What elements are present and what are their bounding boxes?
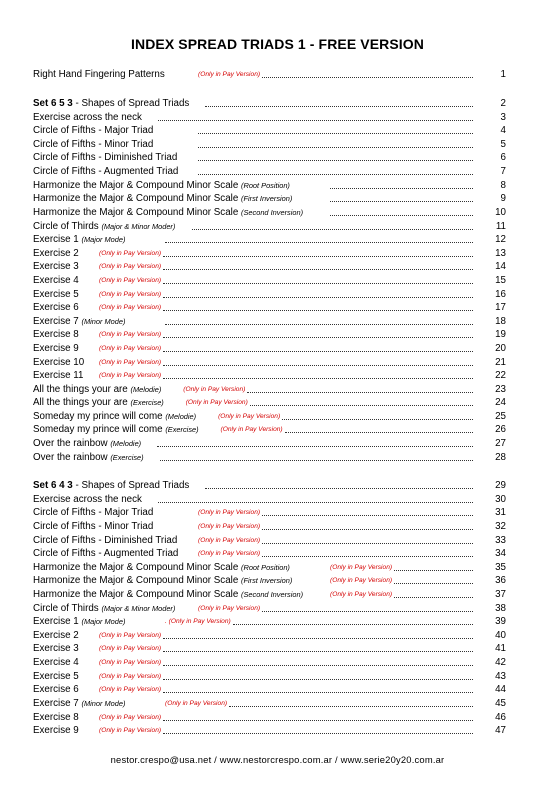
- toc-entry-label: [33, 506, 153, 520]
- page-number: 32: [495, 521, 506, 532]
- toc-entry-label: [33, 520, 153, 534]
- entry-title: Circle of Fifths - Minor Triad: [33, 139, 154, 150]
- dot-leader: [163, 638, 473, 639]
- entry-title: Harmonize the Major & Compound Minor Scale: [33, 575, 239, 586]
- entry-title: Harmonize the Major & Compound Minor Scale: [33, 562, 239, 573]
- entry-title: Circle of Fifths - Diminished Triad: [33, 535, 178, 546]
- entry-title: Circle of Fifths - Minor Triad: [33, 521, 154, 532]
- dot-leader: [163, 651, 473, 652]
- entry-subtitle: (Root Position): [241, 181, 290, 190]
- page-number: 20: [495, 343, 506, 354]
- entry-title: - Shapes of Spread Triads: [72, 98, 190, 109]
- pay-version-note: (Only in Pay Version): [99, 359, 162, 366]
- toc-entry[interactable]: [33, 328, 506, 342]
- dot-leader: [233, 624, 473, 625]
- entry-title: Exercise 2: [33, 630, 79, 641]
- toc-entry[interactable]: [33, 506, 506, 520]
- pay-version-note: (Only in Pay Version): [99, 659, 162, 666]
- toc-entry[interactable]: [33, 111, 506, 125]
- dot-leader: [330, 201, 473, 202]
- entry-subtitle: (Minor Mode): [81, 699, 126, 708]
- entry-subtitle: (Melodie): [110, 439, 142, 448]
- toc-entry[interactable]: [33, 493, 506, 507]
- toc-entry[interactable]: [33, 220, 506, 234]
- toc-entry-label: [33, 683, 79, 697]
- pay-version-note: (Only in Pay Version): [198, 550, 261, 557]
- dot-leader: [163, 733, 473, 734]
- toc-entry[interactable]: [33, 656, 506, 670]
- pay-version-note: (Only in Pay Version): [99, 632, 162, 639]
- set-heading: Set 6 4 3: [33, 480, 73, 491]
- entry-subtitle: (Second Inversion): [241, 208, 304, 217]
- entry-title: Exercise 1: [33, 234, 79, 245]
- page-number: 9: [500, 193, 506, 204]
- entry-title: Exercise 4: [33, 657, 79, 668]
- dot-leader: [262, 556, 473, 557]
- entry-title: Exercise 3: [33, 643, 79, 654]
- page-number: 43: [495, 671, 506, 682]
- toc-entry-label: [33, 165, 178, 179]
- page-number: 27: [495, 438, 506, 449]
- toc-entry-label: [33, 602, 175, 616]
- toc-entry[interactable]: [33, 165, 506, 179]
- toc-entry[interactable]: [33, 247, 506, 261]
- pay-version-note: (Only in Pay Version): [99, 686, 162, 693]
- dot-leader: [285, 432, 473, 433]
- dot-leader: [262, 515, 473, 516]
- entry-title: Exercise 8: [33, 712, 79, 723]
- dot-leader: [163, 679, 473, 680]
- toc-entry[interactable]: [33, 547, 506, 561]
- toc-entry[interactable]: [33, 615, 506, 629]
- toc-entry-label: [33, 274, 79, 288]
- pay-version-note: (Only in Pay Version): [330, 591, 393, 598]
- page-number: 8: [500, 180, 506, 191]
- entry-title: Exercise across the neck: [33, 112, 142, 123]
- toc-entry-label: [33, 315, 125, 329]
- entry-title: Exercise 7: [33, 698, 79, 709]
- page-number: 28: [495, 452, 506, 463]
- page-number: 1: [500, 69, 506, 80]
- dot-leader: [330, 215, 473, 216]
- pay-version-note: (Only in Pay Version): [165, 700, 228, 707]
- entry-title: Exercise 5: [33, 289, 79, 300]
- dot-leader: [158, 120, 473, 121]
- entry-title: All the things your are: [33, 397, 128, 408]
- dot-leader: [282, 419, 473, 420]
- toc-entry-label: [33, 206, 303, 220]
- dot-leader: [247, 392, 473, 393]
- entry-title: Exercise 7: [33, 316, 79, 327]
- toc-entry-label: [33, 547, 178, 561]
- toc-entry-label: [33, 437, 141, 451]
- dot-leader: [198, 160, 473, 161]
- toc-entry[interactable]: [33, 479, 506, 493]
- entry-title: Exercise 10: [33, 357, 85, 368]
- pay-version-note: (Only in Pay Version): [99, 714, 162, 721]
- pay-version-note: (Only in Pay Version): [99, 645, 162, 652]
- entry-subtitle: (Exercise): [130, 398, 164, 407]
- page-number: 39: [495, 616, 506, 627]
- dot-leader: [394, 597, 473, 598]
- pay-version-note: (Only in Pay Version): [330, 564, 393, 571]
- toc-entry-label: [33, 288, 79, 302]
- toc-entry-label: [33, 451, 144, 465]
- entry-title: Exercise 2: [33, 248, 79, 259]
- entry-subtitle: (Minor Mode): [81, 317, 126, 326]
- toc-entry-label: [33, 369, 83, 383]
- page-number: 34: [495, 548, 506, 559]
- dot-leader: [394, 583, 473, 584]
- dot-leader: [163, 665, 473, 666]
- toc-entry-label: [33, 260, 79, 274]
- pay-version-note: (Only in Pay Version): [99, 291, 162, 298]
- toc-entry[interactable]: [33, 233, 506, 247]
- toc-entry-label: [33, 111, 142, 125]
- page-title: INDEX SPREAD TRIADS 1 - FREE VERSION: [131, 36, 424, 52]
- dot-leader: [198, 147, 473, 148]
- toc-entry[interactable]: [33, 629, 506, 643]
- page-number: 6: [500, 152, 506, 163]
- dot-leader: [198, 133, 473, 134]
- entry-title: Exercise 6: [33, 684, 79, 695]
- entry-title: - Shapes of Spread Triads: [72, 480, 190, 491]
- toc-entry[interactable]: [33, 315, 506, 329]
- toc-entry-label: [33, 220, 175, 234]
- toc-entry-label: [33, 534, 177, 548]
- toc-entry-label: [33, 301, 79, 315]
- entry-title: Harmonize the Major & Compound Minor Scale: [33, 193, 239, 204]
- entry-title: Circle of Fifths - Augmented Triad: [33, 548, 179, 559]
- toc-entry[interactable]: [33, 574, 506, 588]
- dot-leader: [163, 283, 473, 284]
- toc-entry-label: [33, 356, 84, 370]
- toc-entry[interactable]: [33, 124, 506, 138]
- dot-leader: [165, 324, 473, 325]
- entry-subtitle: (Major & Minor Moder): [101, 222, 176, 231]
- dot-leader: [163, 297, 473, 298]
- page-number: 19: [495, 329, 506, 340]
- entry-subtitle: (Melodie): [165, 412, 197, 421]
- dot-leader: [163, 337, 473, 338]
- dot-leader: [262, 611, 473, 612]
- entry-title: Someday my prince will come: [33, 411, 163, 422]
- toc-entry-label: [33, 588, 303, 602]
- dot-leader: [163, 365, 473, 366]
- entry-title: Circle of Fifths - Diminished Triad: [33, 152, 178, 163]
- pay-version-note: (Only in Pay Version): [99, 345, 162, 352]
- entry-title: Circle of Fifths - Major Triad: [33, 507, 154, 518]
- toc-entry[interactable]: [33, 451, 506, 465]
- toc-entry[interactable]: [33, 260, 506, 274]
- toc-entry[interactable]: [33, 437, 506, 451]
- entry-title: Circle of Thirds: [33, 221, 99, 232]
- toc-entry-label: [33, 68, 165, 82]
- page-number: 3: [500, 112, 506, 123]
- toc-entry[interactable]: [33, 520, 506, 534]
- pay-version-note: (Only in Pay Version): [218, 413, 281, 420]
- entry-title: Right Hand Fingering Patterns: [33, 69, 165, 80]
- entry-subtitle: (First Inversion): [241, 576, 293, 585]
- page-number: 23: [495, 384, 506, 395]
- page-number: 5: [500, 139, 506, 150]
- entry-subtitle: (Root Position): [241, 563, 290, 572]
- footer-contacts: nestor.crespo@usa.net / www.nestorcrespo.com.ar / www.serie20y20.com.ar: [110, 754, 445, 765]
- toc-entry[interactable]: [33, 301, 506, 315]
- toc-entry-label: [33, 138, 153, 152]
- pay-version-note: (Only in Pay Version): [198, 509, 261, 516]
- page-number: 16: [495, 289, 506, 300]
- entry-subtitle: (Exercise): [110, 453, 144, 462]
- page-number: 36: [495, 575, 506, 586]
- toc-entry-label: [33, 423, 199, 437]
- toc-entry[interactable]: [33, 711, 506, 725]
- page-number: 2: [500, 98, 506, 109]
- toc-entry[interactable]: [33, 423, 506, 437]
- pay-version-note: (Only in Pay Version): [99, 673, 162, 680]
- page-number: 21: [495, 357, 506, 368]
- page-number: 30: [495, 494, 506, 505]
- toc-entry[interactable]: [33, 383, 506, 397]
- dot-leader: [165, 242, 473, 243]
- toc-entry-label: [33, 615, 125, 629]
- toc-entry-label: [33, 697, 125, 711]
- entry-title: Exercise 5: [33, 671, 79, 682]
- toc-entry-label: [33, 233, 125, 247]
- pay-version-note: . (Only in Pay Version): [165, 618, 231, 625]
- entry-title: Exercise 11: [33, 370, 84, 381]
- toc-entry-label: [33, 493, 142, 507]
- toc-entry[interactable]: [33, 97, 506, 111]
- toc-entry[interactable]: [33, 206, 506, 220]
- toc-entry[interactable]: [33, 356, 506, 370]
- entry-title: Exercise 9: [33, 725, 79, 736]
- toc-entry-label: [33, 561, 290, 575]
- pay-version-note: (Only in Pay Version): [99, 263, 162, 270]
- page-number: 17: [495, 302, 506, 313]
- dot-leader: [158, 502, 473, 503]
- entry-title: Exercise 4: [33, 275, 79, 286]
- dot-leader: [205, 488, 473, 489]
- page-number: 11: [495, 221, 506, 232]
- toc-entry[interactable]: [33, 670, 506, 684]
- pay-version-note: (Only in Pay Version): [99, 250, 162, 257]
- page-number: 22: [495, 370, 506, 381]
- page-number: 46: [495, 712, 506, 723]
- toc-entry[interactable]: [33, 342, 506, 356]
- dot-leader: [394, 570, 473, 571]
- toc-entry-label: [33, 724, 79, 738]
- toc-entry[interactable]: [33, 724, 506, 738]
- entry-subtitle: (First Inversion): [241, 194, 293, 203]
- entry-title: Exercise 1: [33, 616, 79, 627]
- toc-entry-label: [33, 670, 79, 684]
- dot-leader: [205, 106, 473, 107]
- toc-entry-label: [33, 629, 79, 643]
- toc-entry-label: [33, 383, 161, 397]
- toc-entry[interactable]: [33, 192, 506, 206]
- page-number: 15: [495, 275, 506, 286]
- toc-entry-label: [33, 192, 292, 206]
- toc-entry[interactable]: [33, 561, 506, 575]
- toc-entry-label: [33, 410, 196, 424]
- pay-version-note: (Only in Pay Version): [198, 71, 261, 78]
- toc-entry-label: [33, 711, 79, 725]
- dot-leader: [192, 229, 473, 230]
- page-number: 31: [495, 507, 506, 518]
- entry-title: Exercise across the neck: [33, 494, 142, 505]
- entry-title: Harmonize the Major & Compound Minor Scale: [33, 589, 239, 600]
- page-number: 18: [495, 316, 506, 327]
- entry-title: Exercise 8: [33, 329, 79, 340]
- toc-entry[interactable]: [33, 396, 506, 410]
- page-number: 38: [495, 603, 506, 614]
- entry-title: All the things your are: [33, 384, 128, 395]
- page-number: 47: [495, 725, 506, 736]
- toc-entry-label: [33, 574, 292, 588]
- toc-entry-label: [33, 396, 164, 410]
- entry-subtitle: (Major Mode): [81, 617, 126, 626]
- toc-entry-label: [33, 179, 290, 193]
- toc-entry-label: [33, 328, 79, 342]
- pay-version-note: (Only in Pay Version): [198, 537, 261, 544]
- toc-entry-label: [33, 479, 189, 493]
- dot-leader: [163, 310, 473, 311]
- page-number: 10: [495, 207, 506, 218]
- entry-title: Someday my prince will come: [33, 424, 163, 435]
- pay-version-note: (Only in Pay Version): [185, 399, 248, 406]
- page-number: 41: [495, 643, 506, 654]
- page-number: 45: [495, 698, 506, 709]
- page-number: 29: [495, 480, 506, 491]
- toc-entry[interactable]: [33, 534, 506, 548]
- entry-title: Over the rainbow: [33, 452, 108, 463]
- page-number: 37: [495, 589, 506, 600]
- dot-leader: [163, 378, 473, 379]
- toc-entry[interactable]: [33, 288, 506, 302]
- entry-title: Exercise 3: [33, 261, 79, 272]
- entry-title: Harmonize the Major & Compound Minor Scale: [33, 207, 239, 218]
- page-number: 7: [500, 166, 506, 177]
- set-heading: Set 6 5 3: [33, 98, 73, 109]
- pay-version-note: (Only in Pay Version): [330, 577, 393, 584]
- toc-entry[interactable]: [33, 588, 506, 602]
- page-number: 25: [495, 411, 506, 422]
- page-number: 44: [495, 684, 506, 695]
- page-number: 42: [495, 657, 506, 668]
- pay-version-note: (Only in Pay Version): [99, 304, 162, 311]
- dot-leader: [163, 256, 473, 257]
- pay-version-note: (Only in Pay Version): [198, 605, 261, 612]
- entry-title: Circle of Fifths - Augmented Triad: [33, 166, 179, 177]
- toc-entry[interactable]: [33, 151, 506, 165]
- toc-entry[interactable]: [33, 138, 506, 152]
- toc-entry[interactable]: [33, 683, 506, 697]
- dot-leader: [262, 77, 473, 78]
- entry-subtitle: (Major Mode): [81, 235, 126, 244]
- toc-entry-label: [33, 642, 79, 656]
- toc-entry[interactable]: [33, 642, 506, 656]
- dot-leader: [163, 269, 473, 270]
- entry-title: Exercise 9: [33, 343, 79, 354]
- pay-version-note: (Only in Pay Version): [183, 386, 246, 393]
- entry-subtitle: (Major & Minor Moder): [101, 604, 176, 613]
- toc-entry-label: [33, 342, 79, 356]
- toc-entry-label: [33, 151, 177, 165]
- toc-entry-label: [33, 97, 189, 111]
- pay-version-note: (Only in Pay Version): [198, 523, 261, 530]
- page-number: 40: [495, 630, 506, 641]
- page-number: 26: [495, 424, 506, 435]
- pay-version-note: (Only in Pay Version): [99, 277, 162, 284]
- toc-entry[interactable]: [33, 410, 506, 424]
- page-number: 35: [495, 562, 506, 573]
- entry-subtitle: (Second Inversion): [241, 590, 304, 599]
- dot-leader: [262, 529, 473, 530]
- page-number: 4: [500, 125, 506, 136]
- dot-leader: [160, 460, 473, 461]
- toc-entry[interactable]: [33, 68, 506, 82]
- entry-title: Circle of Thirds: [33, 603, 99, 614]
- entry-title: Circle of Fifths - Major Triad: [33, 125, 154, 136]
- page-number: 14: [495, 261, 506, 272]
- page-number: 12: [495, 234, 506, 245]
- pay-version-note: (Only in Pay Version): [220, 426, 283, 433]
- entry-title: Harmonize the Major & Compound Minor Scale: [33, 180, 239, 191]
- dot-leader: [330, 188, 473, 189]
- dot-leader: [157, 446, 473, 447]
- toc-entry[interactable]: [33, 369, 506, 383]
- toc-entry-label: [33, 247, 79, 261]
- toc-entry[interactable]: [33, 602, 506, 616]
- page-number: 33: [495, 535, 506, 546]
- toc-entry-label: [33, 656, 79, 670]
- pay-version-note: (Only in Pay Version): [99, 331, 162, 338]
- dot-leader: [198, 174, 473, 175]
- page-number: 24: [495, 397, 506, 408]
- entry-subtitle: (Melodie): [130, 385, 162, 394]
- entry-subtitle: (Exercise): [165, 425, 199, 434]
- entry-title: Over the rainbow: [33, 438, 108, 449]
- dot-leader: [250, 405, 473, 406]
- page-number: 13: [495, 248, 506, 259]
- toc-entry-label: [33, 124, 153, 138]
- toc-entry[interactable]: [33, 697, 506, 711]
- dot-leader: [229, 706, 473, 707]
- toc-entry[interactable]: [33, 179, 506, 193]
- pay-version-note: (Only in Pay Version): [99, 372, 162, 379]
- dot-leader: [163, 351, 473, 352]
- entry-title: Exercise 6: [33, 302, 79, 313]
- toc-entry[interactable]: [33, 274, 506, 288]
- dot-leader: [163, 692, 473, 693]
- dot-leader: [163, 720, 473, 721]
- pay-version-note: (Only in Pay Version): [99, 727, 162, 734]
- dot-leader: [262, 543, 473, 544]
